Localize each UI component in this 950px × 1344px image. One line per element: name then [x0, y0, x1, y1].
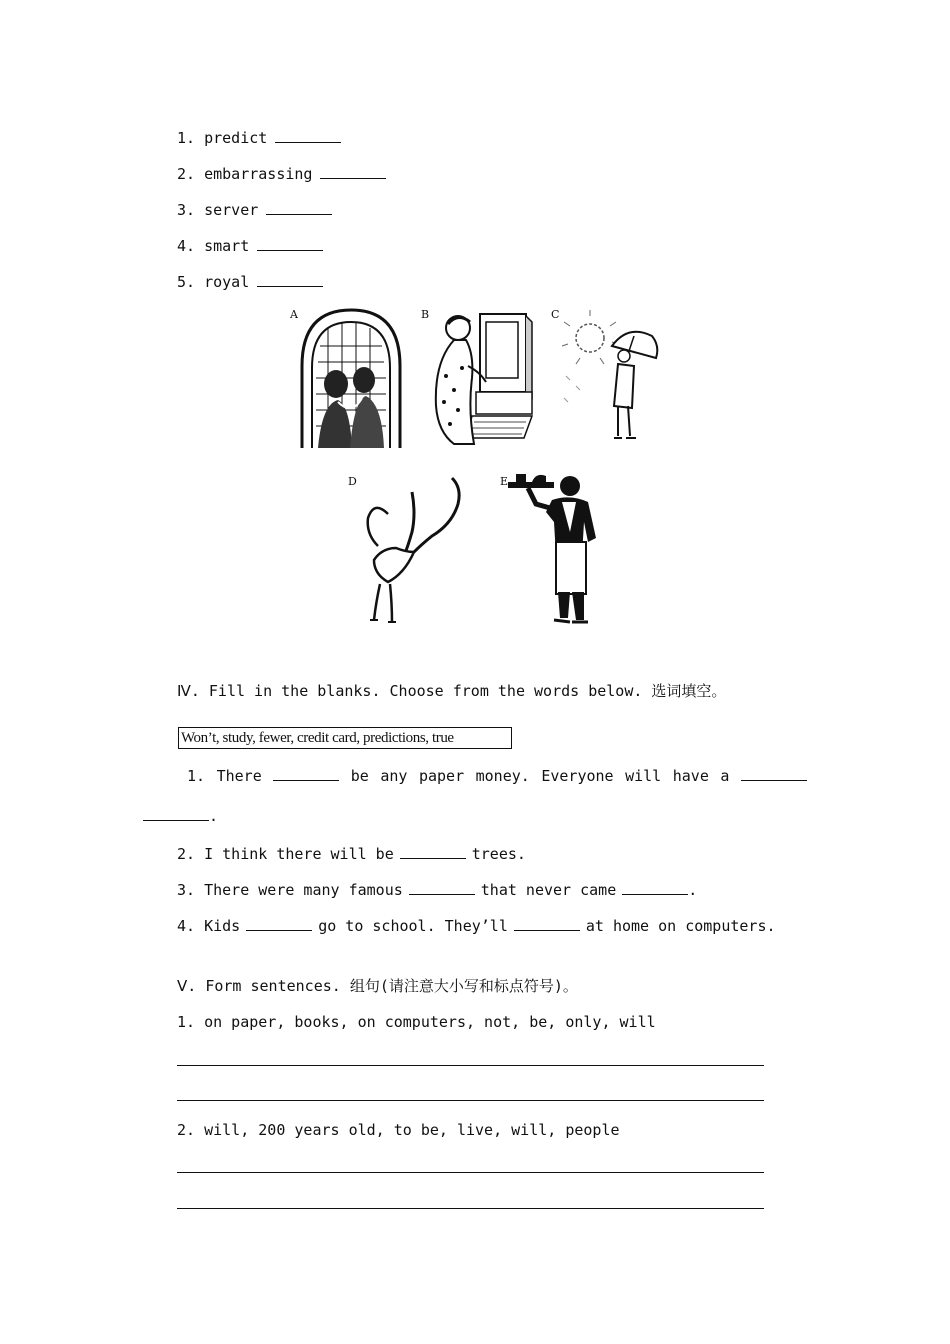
answer-blank[interactable]	[246, 916, 312, 931]
answer-blank[interactable]	[400, 844, 466, 859]
item-number: 3.	[177, 201, 196, 219]
item-word: smart	[204, 237, 250, 255]
sentence-text: trees.	[471, 845, 526, 863]
waiter-picture	[506, 472, 602, 628]
word-box: Won’t, study, fewer, credit card, predictions, true	[178, 727, 512, 749]
word: paper	[418, 767, 465, 785]
answer-line[interactable]	[177, 1172, 764, 1173]
item-number: 2.	[177, 165, 196, 183]
fill-sentence-4	[177, 916, 776, 936]
item-word: royal	[204, 273, 250, 291]
word: a	[720, 767, 730, 785]
answer-blank[interactable]	[143, 806, 209, 821]
item-number: 5.	[177, 273, 196, 291]
answer-blank[interactable]	[257, 236, 323, 251]
answer-blank[interactable]	[741, 766, 807, 781]
section-5-heading: Ⅴ. Form sentences. 组句(请注意大小写和标点符号)。	[177, 977, 578, 995]
item-word: predict	[204, 129, 268, 147]
sentence-text: 3. There were many famous	[177, 881, 403, 899]
answer-blank[interactable]	[320, 164, 386, 179]
umbrella-person-picture	[560, 306, 664, 448]
picture-label-a: A	[290, 308, 298, 321]
picture-label-e: E	[500, 475, 509, 488]
computer-user-picture	[428, 306, 536, 448]
sentence-prompt-2: 2. will, 200 years old, to be, live, will, people	[177, 1121, 620, 1139]
royal-couple-picture	[298, 306, 404, 450]
section-4-heading: Ⅳ. Fill in the blanks. Choose from the words below. 选词填空。	[177, 682, 727, 700]
answer-line[interactable]	[177, 1208, 764, 1209]
word: will	[625, 767, 662, 785]
picture-label-c: C	[551, 308, 560, 321]
sentence-text: 2. I think there will be	[177, 845, 394, 863]
answer-blank[interactable]	[409, 880, 475, 895]
picture-label-d: D	[348, 475, 357, 488]
fill-sentence-3	[177, 880, 697, 900]
answer-blank[interactable]	[257, 272, 323, 287]
sentence-text: go to school. They’ll	[318, 917, 508, 935]
answer-blank[interactable]	[273, 766, 339, 781]
picture-label-b: B	[421, 308, 430, 321]
fill-sentence-2	[177, 844, 526, 864]
item-word: embarrassing	[204, 165, 313, 183]
fill-sentence-1	[187, 766, 807, 786]
match-item-4	[177, 236, 323, 256]
match-item-2	[177, 164, 386, 184]
answer-blank[interactable]	[514, 916, 580, 931]
sentence-text: that never came	[480, 881, 617, 899]
sentence-number: 1.	[187, 767, 206, 785]
period: .	[209, 807, 219, 825]
sentence-prompt-1: 1. on paper, books, on computers, not, be, only, will	[177, 1013, 656, 1031]
word: any	[380, 767, 408, 785]
word: There	[216, 767, 262, 785]
word: Everyone	[541, 767, 614, 785]
match-item-1	[177, 128, 341, 148]
item-word: server	[204, 201, 259, 219]
item-number: 4.	[177, 237, 196, 255]
sentence-text: 4. Kids	[177, 917, 241, 935]
answer-blank[interactable]	[266, 200, 332, 215]
word: have	[672, 767, 709, 785]
match-item-5	[177, 272, 323, 292]
item-number: 1.	[177, 129, 196, 147]
match-item-3	[177, 200, 332, 220]
fill-sentence-1-continued	[143, 806, 218, 826]
answer-blank[interactable]	[622, 880, 688, 895]
falling-person-picture	[356, 474, 470, 626]
answer-blank[interactable]	[275, 128, 341, 143]
answer-line[interactable]	[177, 1100, 764, 1101]
period: .	[688, 881, 698, 899]
answer-line[interactable]	[177, 1065, 764, 1066]
word: be	[350, 767, 369, 785]
sentence-text: at home on computers.	[585, 917, 776, 935]
word: money.	[475, 767, 530, 785]
